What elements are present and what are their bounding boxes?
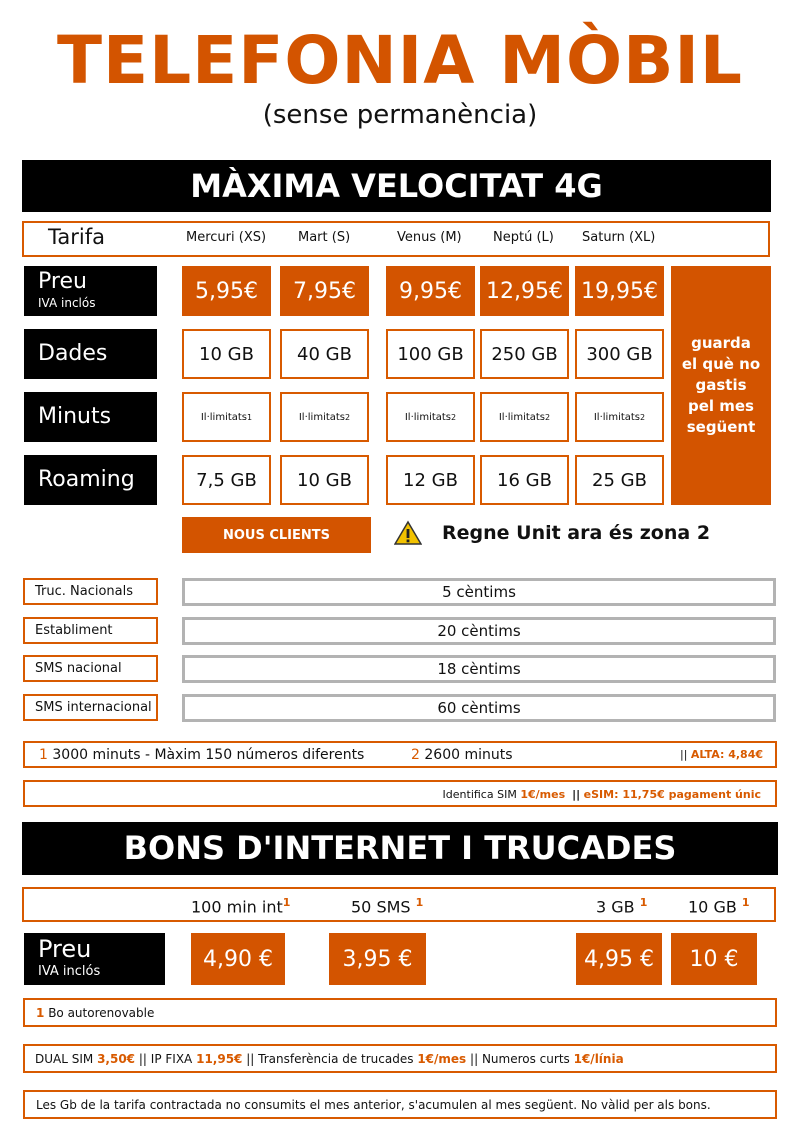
footnote-sim: [23, 780, 777, 807]
note-text: Bo autorenovable: [48, 1006, 155, 1020]
gb-rollover-text: Les Gb de la tarifa contractada no consumits el mes anterior, s'acumulen al mes següent. No vàlid per als bons.: [36, 1098, 711, 1112]
dual-sim-label: DUAL SIM: [35, 1052, 94, 1066]
minutes-value: Il·limitats: [593, 411, 641, 423]
separator: ||: [138, 1052, 147, 1066]
bon-price-sms: 3,95 €: [329, 933, 426, 985]
tariff-label-establishment: Establiment: [23, 617, 158, 644]
minutes-note: 2: [345, 412, 351, 422]
bon-note: 1: [415, 896, 424, 909]
price-cell-m: 9,95€: [386, 266, 475, 316]
bon-header-min: [191, 896, 290, 916]
plan-header-xl: Saturn (XL): [582, 230, 656, 245]
minutes-note: 2: [640, 412, 646, 422]
data-cell-s: 40 GB: [280, 329, 369, 379]
bon-note: 1: [282, 896, 291, 909]
footnote-minutes-mid: [411, 747, 513, 763]
extras-text: [35, 1052, 624, 1066]
minutes-cell-m: [386, 392, 475, 442]
price-cell-l: 12,95€: [480, 266, 569, 316]
section2-title: BONS D'INTERNET I TRUCADES: [22, 822, 778, 875]
tariff-value-national-calls: 5 cèntims: [182, 578, 776, 606]
bon-note: 1: [639, 896, 648, 909]
minutes-cell-s: [280, 392, 369, 442]
preu-sublabel: IVA inclós: [38, 296, 96, 310]
dual-sim-price: 3,50€: [97, 1052, 136, 1066]
separator: ||: [470, 1052, 479, 1066]
short-numbers-price: 1€/línia: [573, 1052, 624, 1066]
page-subtitle: (sense permanència): [262, 100, 538, 130]
bons-preu-sublabel: IVA inclós: [38, 964, 101, 979]
minutes-cell-xl: [575, 392, 664, 442]
plan-header-s: Mart (S): [298, 230, 351, 245]
alta-fee: [680, 748, 763, 761]
roaming-cell-m: 12 GB: [386, 455, 475, 505]
tariff-value-establishment: 20 cèntims: [182, 617, 776, 645]
plan-header-l: Neptú (L): [493, 230, 554, 245]
sim-label: Identifica SIM: [442, 788, 517, 801]
roaming-cell-xs: 7,5 GB: [182, 455, 271, 505]
note-number: 1: [36, 1006, 45, 1020]
page-title: TELEFONIA MÒBIL: [57, 22, 743, 99]
section1-title: MÀXIMA VELOCITAT 4G: [22, 160, 771, 212]
footnote-minutes: [23, 741, 777, 768]
transfer-price: 1€/mes: [417, 1052, 467, 1066]
transfer-label: Transferència de trucades: [258, 1052, 414, 1066]
autorenew-note: [23, 998, 777, 1027]
bon-price-min: 4,90 €: [191, 933, 285, 985]
autorenew-text: [36, 1006, 154, 1020]
data-cell-l: 250 GB: [480, 329, 569, 379]
row-label-minuts: Minuts: [24, 392, 157, 442]
minutes-note: 1: [247, 412, 253, 422]
plan-header-xs: Mercuri (XS): [186, 230, 267, 245]
bon-note: 1: [741, 896, 750, 909]
price-cell-s: 7,95€: [280, 266, 369, 316]
plan-header-m: Venus (M): [397, 230, 462, 245]
minutes-note: 2: [451, 412, 457, 422]
row-label-dades: Dades: [24, 329, 157, 379]
gb-rollover-note: [23, 1090, 777, 1119]
extras-note: [23, 1044, 777, 1073]
preu-label: Preu: [38, 269, 87, 294]
data-cell-m: 100 GB: [386, 329, 475, 379]
alta-price: ALTA: 4,84€: [690, 748, 763, 761]
roaming-cell-s: 10 GB: [280, 455, 369, 505]
minutes-value: Il·limitats: [298, 411, 346, 423]
bons-preu-label: Preu: [38, 935, 92, 963]
tariff-label-national-calls: Truc. Nacionals: [23, 578, 158, 605]
data-cell-xs: 10 GB: [182, 329, 271, 379]
separator: ||: [679, 748, 688, 761]
rollover-note: guarda el què no gastis pel mes següent: [671, 266, 771, 505]
minutes-value: Il·limitats: [404, 411, 452, 423]
bon-label: 100 min int: [191, 897, 283, 917]
price-cell-xl: 19,95€: [575, 266, 664, 316]
price-cell-xs: 5,95€: [182, 266, 271, 316]
minutes-note: 2: [545, 412, 551, 422]
minutes-value: Il·limitats: [498, 411, 546, 423]
short-numbers-label: Numeros curts: [481, 1052, 570, 1066]
bon-label: 50 SMS: [351, 897, 411, 917]
ip-fixa-label: IP FIXA: [150, 1052, 193, 1066]
data-cell-xl: 300 GB: [575, 329, 664, 379]
warning-icon: [394, 520, 422, 546]
bon-label: 3 GB: [596, 897, 635, 917]
roaming-cell-l: 16 GB: [480, 455, 569, 505]
note-number: 2: [411, 747, 420, 763]
sim-info: [443, 788, 761, 801]
minutes-cell-xs: [182, 392, 271, 442]
row-label-roaming: Roaming: [24, 455, 157, 505]
minutes-cell-l: [480, 392, 569, 442]
minutes-value: Il·limitats: [200, 411, 248, 423]
tariff-value-sms-national: 18 cèntims: [182, 655, 776, 683]
bon-price-10gb: 10 €: [671, 933, 757, 985]
bon-header-3gb: [596, 896, 647, 916]
tariff-value-sms-international: 60 cèntims: [182, 694, 776, 722]
row-label-preu: [24, 266, 157, 316]
tarifa-label: Tarifa: [48, 225, 105, 249]
separator: ||: [572, 788, 581, 801]
bon-header-10gb: [688, 896, 750, 916]
note-number: 1: [39, 747, 48, 763]
footnote-minutes-left: [39, 747, 364, 763]
tariff-label-sms-international: SMS internacional: [23, 694, 158, 721]
ip-fixa-price: 11,95€: [196, 1052, 243, 1066]
bon-price-3gb: 4,95 €: [576, 933, 662, 985]
bon-label: 10 GB: [688, 897, 737, 917]
esim-price: eSIM: 11,75€ pagament únic: [583, 788, 761, 801]
note-text: 3000 minuts - Màxim 150 números diferents: [52, 747, 365, 763]
tarifa-header-row: [22, 221, 770, 257]
sim-price: 1€/mes: [520, 788, 566, 801]
roaming-cell-xl: 25 GB: [575, 455, 664, 505]
new-clients-button[interactable]: NOUS CLIENTS: [182, 517, 371, 553]
uk-notice: Regne Unit ara és zona 2: [442, 522, 711, 544]
separator: ||: [246, 1052, 255, 1066]
note-text: 2600 minuts: [424, 747, 513, 763]
bons-price-label: [24, 933, 165, 985]
tariff-label-sms-national: SMS nacional: [23, 655, 158, 682]
bon-header-sms: [351, 896, 423, 916]
